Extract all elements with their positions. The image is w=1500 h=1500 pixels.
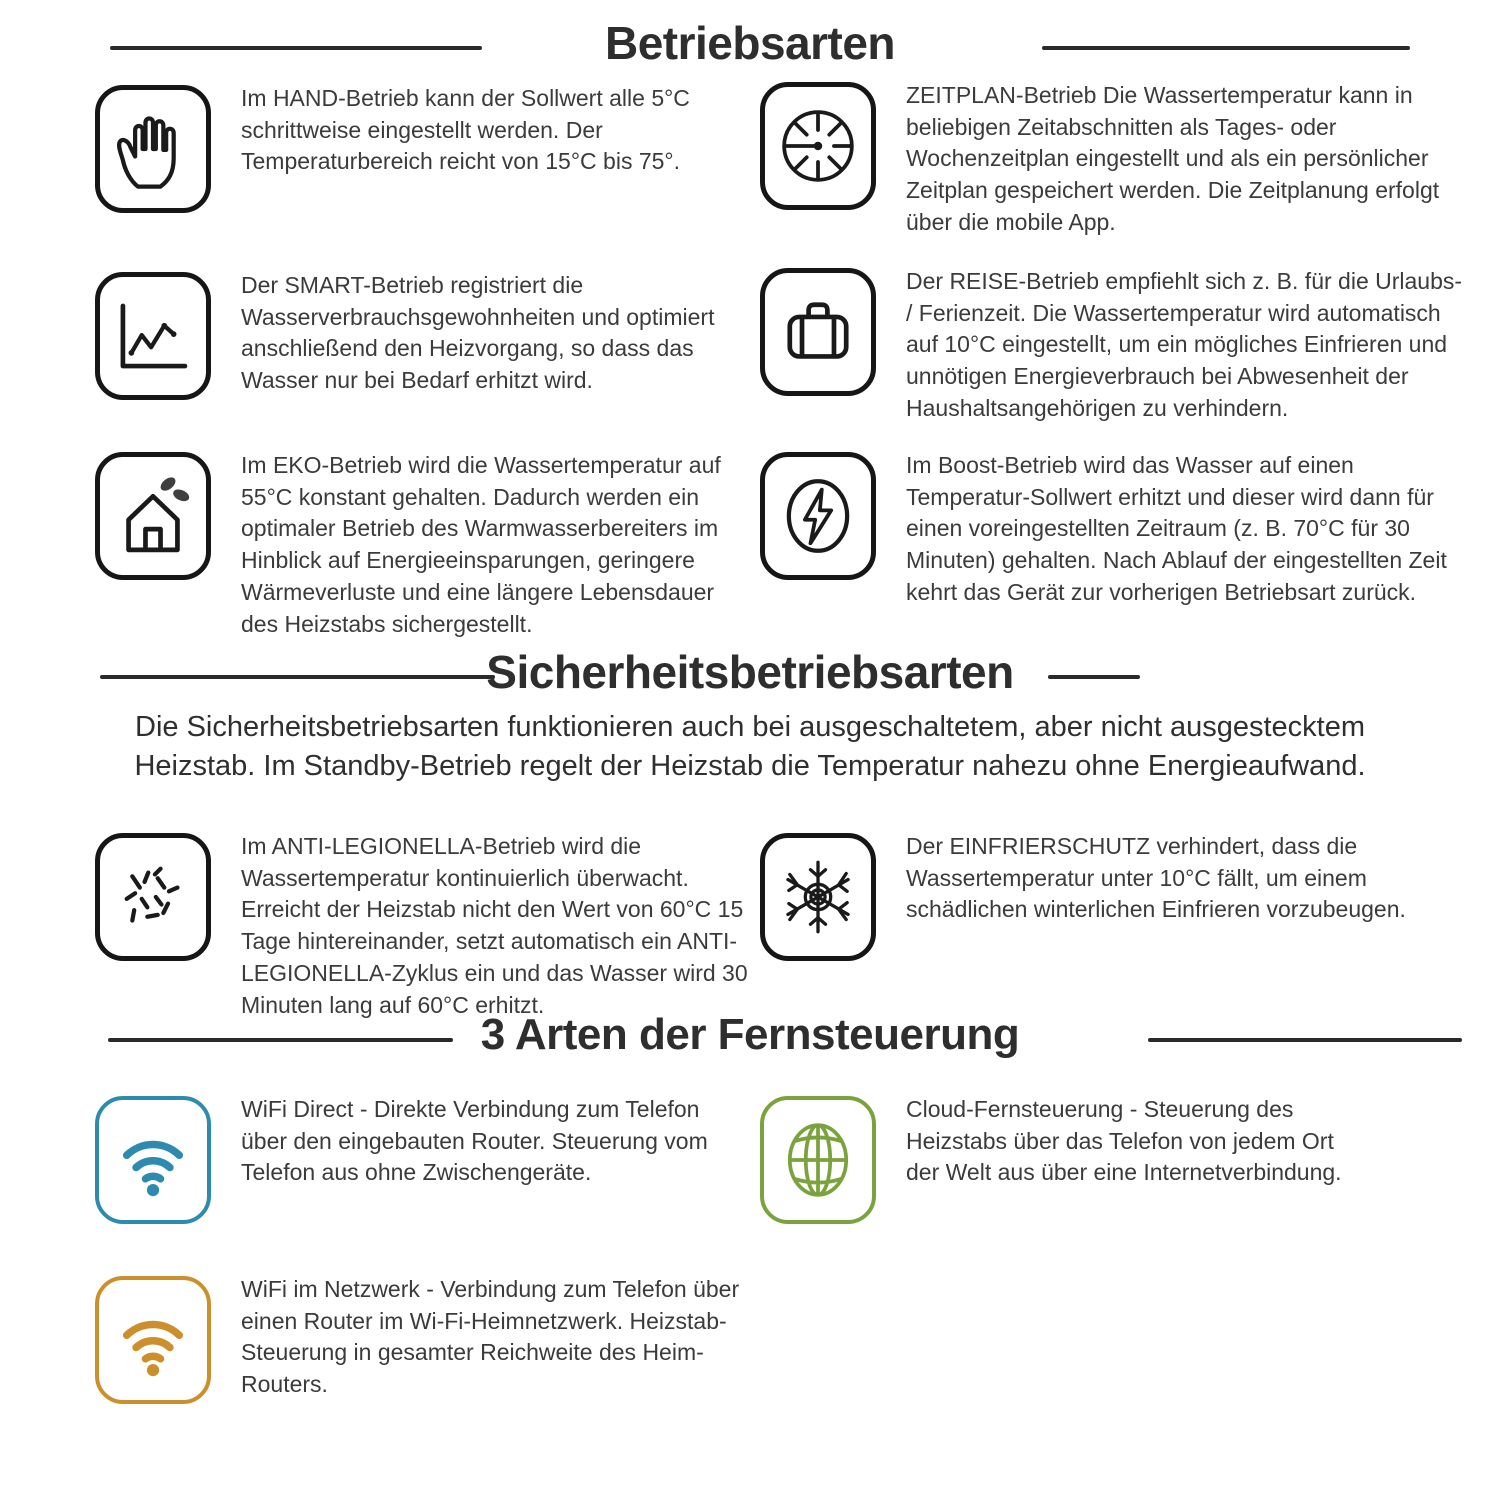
- section-title-fernsteuerung: 3 Arten der Fernsteuerung: [480, 1010, 1020, 1059]
- section-title-sicherheit: Sicherheitsbetriebsarten: [486, 646, 1014, 698]
- lightning-icon: [760, 452, 876, 580]
- globe-icon: [760, 1096, 876, 1224]
- hand-icon: [95, 85, 211, 213]
- remote-item-cloud: [760, 1096, 1371, 1224]
- suitcase-icon: [760, 268, 876, 396]
- section-title-betriebsarten: Betriebsarten: [604, 17, 896, 69]
- mode-item-reise: [760, 268, 1466, 425]
- eco-house-icon: [95, 452, 211, 580]
- remote-item-wifi-network: [95, 1276, 771, 1404]
- remote-item-wifi-direct: [95, 1096, 741, 1224]
- mode-item-smart: [95, 272, 741, 400]
- mode-text-zeitplan: ZEITPLAN-Betrieb Die Wassertemperatur kann in beliebigen Zeitabschnitten als Tages- oder Wochenzeitplan eingestellt und als ein persönlicher Zeitplan gespeichert werden. Die Zeitplanung erfolgt über die mobile App.: [906, 82, 1440, 235]
- wifi-icon: [95, 1276, 211, 1404]
- wifi-icon: [95, 1096, 211, 1224]
- sicherheit-intro: Die Sicherheitsbetriebsarten funktionieren auch bei ausgeschaltetem, aber nicht ausgestecktem Heizstab. Im Standby-Betrieb regelt der Heizstab die Temperatur nahezu ohne Energieaufwand.: [134, 711, 1366, 782]
- mode-text-boost: Im Boost-Betrieb wird das Wasser auf einen Temperatur-Sollwert erhitzt und dieser wird dann für einen voreingestellten Zeitraum (z. B. 70°C für 30 Minuten) gehalten. Nach Ablauf der eingestellten Zeit kehrt das Gerät zur vorherigen Betriebsart zurück.: [906, 452, 1447, 605]
- mode-item-boost: [760, 452, 1466, 609]
- mode-item-hand: [95, 85, 731, 213]
- mode-text-anti-legionella: Im ANTI-LEGIONELLA-Betrieb wird die Wassertemperatur kontinuierlich überwacht. Erreicht der Heizstab nicht den Wert von 60°C 15 Tage hintereinander, setzt automatisch ein ANTI-LEGIONELLA-Zyklus ein und das Wasser wird 30 Minuten lang auf 60°C erhitzt.: [241, 833, 748, 1018]
- mode-text-reise: Der REISE-Betrieb empfiehlt sich z. B. für die Urlaubs- / Ferienzeit. Die Wassertemperatur wird automatisch auf 10°C eingestellt, um ein mögliches Einfrieren und unnötigen Energieverbrauch bei Abwesenheit der Haushaltsangehörigen zu verhindern.: [906, 268, 1463, 421]
- mode-item-zeitplan: [760, 82, 1451, 239]
- bacteria-icon: [95, 833, 211, 961]
- remote-text-wifi-network: WiFi im Netzwerk - Verbindung zum Telefon über einen Router im Wi-Fi-Heimnetzwerk. Heizstab-Steuerung in gesamter Reichweite des Heim-Routers.: [241, 1276, 740, 1398]
- mode-text-hand: Im HAND-Betrieb kann der Sollwert alle 5°C schrittweise eingestellt werden. Der Temperaturbereich reicht von 15°C bis 75°.: [241, 85, 690, 175]
- mode-text-smart: Der SMART-Betrieb registriert die Wasserverbrauchsgewohnheiten und optimiert anschließend den Heizvorgang, so dass das Wasser nur bei Bedarf erhitzt wird.: [241, 272, 715, 394]
- mode-text-eko: Im EKO-Betrieb wird die Wassertemperatur auf 55°C konstant gehalten. Dadurch werden ein optimaler Betrieb des Warmwasserbereiters im Hinblick auf Energieeinsparungen, geringere Wärmeverluste und eine längere Lebensdauer des Heizstabs sichergestellt.: [241, 452, 721, 637]
- mode-item-anti-legionella: [95, 833, 756, 1021]
- remote-text-wifi-direct: WiFi Direct - Direkte Verbindung zum Telefon über den eingebauten Router. Steuerung vom Telefon aus ohne Zwischengeräte.: [241, 1096, 708, 1186]
- mode-item-einfrierschutz: [760, 833, 1446, 961]
- clock-icon: [760, 82, 876, 210]
- mode-item-eko: [95, 452, 741, 640]
- snowflake-icon: [760, 833, 876, 961]
- mode-text-einfrierschutz: Der EINFRIERSCHUTZ verhindert, dass die Wassertemperatur unter 10°C fällt, um einem schädlichen winterlichen Einfrieren vorzubeugen.: [906, 833, 1406, 923]
- line-chart-icon: [95, 272, 211, 400]
- remote-text-cloud: Cloud-Fernsteuerung - Steuerung des Heizstabs über das Telefon von jedem Ort der Welt aus über eine Internetverbindung.: [906, 1096, 1342, 1186]
